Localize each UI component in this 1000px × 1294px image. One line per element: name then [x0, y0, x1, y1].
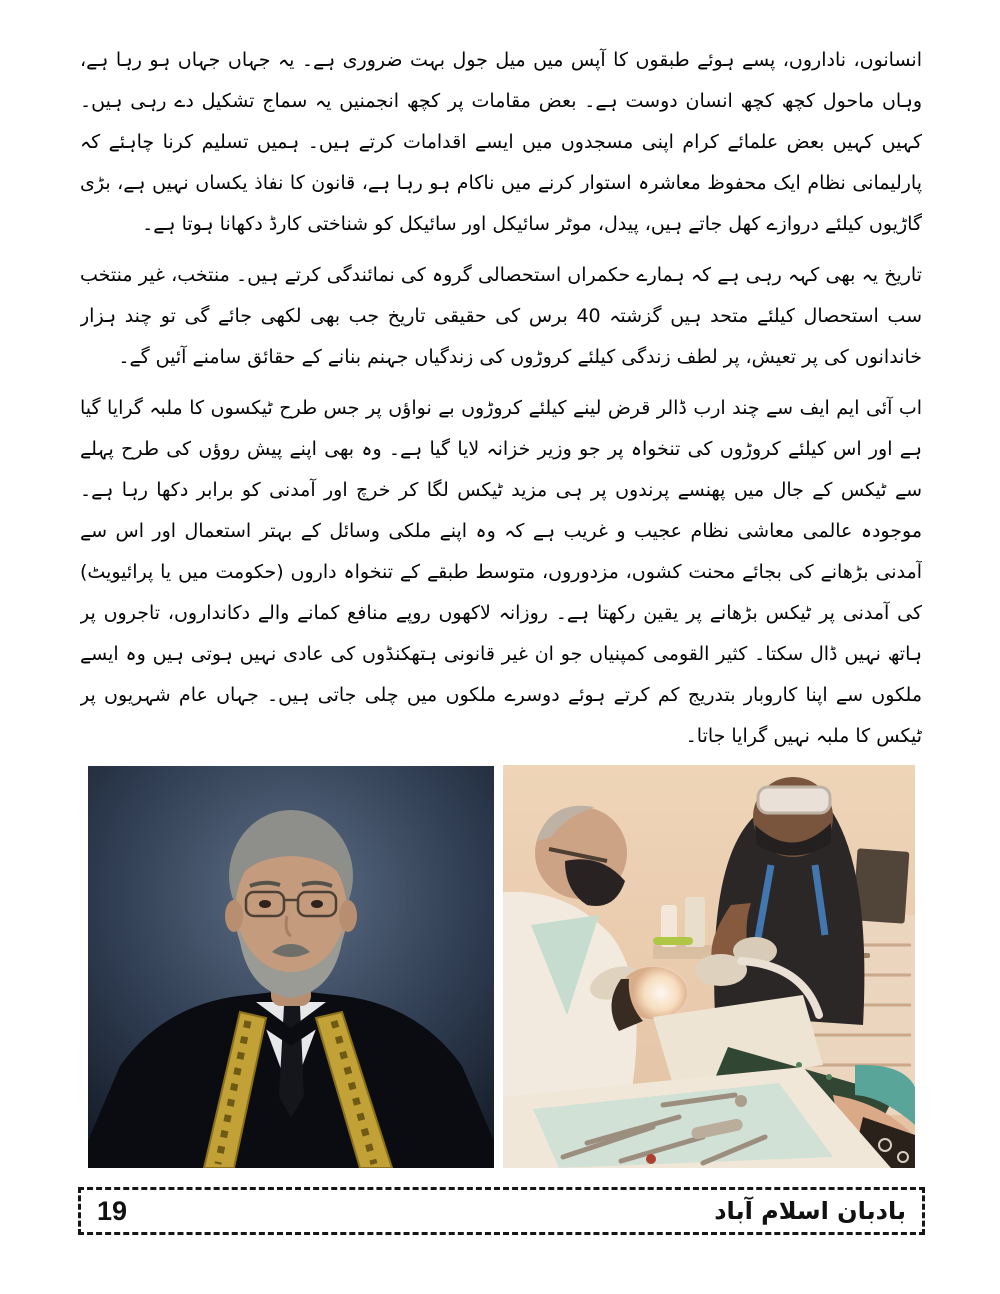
article-body: [80, 40, 922, 756]
ear-right: [339, 900, 357, 932]
paragraph-2: تاریخ یہ بھی کہہ رہی ہے کہ ہمارے حکمراں استحصالی گروہ کی نمائندگی کرتے ہیں۔ منتخب، غیر منتخب سب استحصال کیلئے متحد ہیں گزشتہ 40 برس کی حقیقی تاریخ جب بھی لکھی جائے گی تو چند ہزار خاندانوں کی پر تعیش، پر لطف زندگی کیلئے کروڑوں کی زندگیاں جہنم بنانے کے حقائق سامنے آئیں گے۔: [80, 264, 922, 368]
publication-title: بادبان اسلام آباد: [714, 1197, 906, 1225]
dental-procedure-photo: [503, 765, 915, 1168]
paragraph-3: اب آئی ایم ایف سے چند ارب ڈالر قرض لینے کیلئے کروڑوں بے نواؤں پر جس طرح ٹیکسوں کا ملبہ گرایا گیا ہے اور اس کیلئے کروڑوں کی تنخواہ پر جو وزیر خزانہ لایا گیا ہے۔ وہ بھی اپنے پیش روؤں کی طرح پہلے سے ٹیکس کے جال میں پھنسے پرندوں پر ہی مزید ٹیکس لگا کر خرچ اور آمدنی کو برابر دکھا رہا ہے۔ موجودہ عالمی معاشی نظام عجیب و غریب ہے کہ وہ اپنے ملکی وسائل کے بہتر استعمال اور اس سے آمدنی بڑھانے کی بجائے محنت کشوں، مزدوروں، متوسط طبقے کے تنخواہ داروں (حکومت میں یا پرائیویٹ) کی آمدنی پر ٹیکس بڑھانے پر یقین رکھتا ہے۔ روزانہ لاکھوں روپے منافع کمانے والے دکانداروں، تاجروں پر ہاتھ نہیں ڈال سکتا۔ کثیر القومی کمپنیاں جو ان غیر قانونی ہتھکنڈوں کی عادی نہیں ہوتی ہیں وہ ایسے ملکوں سے اپنا کاروبار بتدریج کم کرتے ہوئے دوسرے ملکوں میں چلی جاتی ہیں۔ جہاں عام شہریوں پر ٹیکس کا ملبہ نہیں گرایا جاتا۔: [80, 397, 922, 747]
eye-left: [259, 900, 271, 908]
eye-right: [311, 900, 323, 908]
paragraph-1: انسانوں، ناداروں، پسے ہوئے طبقوں کا آپس میں میل جول بہت ضروری ہے۔ یہ جہاں جہاں ہو رہا ہے، وہاں ماحول کچھ کچھ انسان دوست ہے۔ بعض مقامات پر کچھ انجمنیں یہ سماج تشکیل دے رہی ہیں۔ کہیں کہیں بعض علمائے کرام اپنی مسجدوں میں ایسے اقدامات کرتے ہیں۔ ہمیں تسلیم کرنا چاہئے کہ پارلیمانی نظام ایک محفوظ معاشرہ استوار کرنے میں ناکام ہو رہا ہے، قانون کا نفاذ یکساں نہیں ہے، بڑی گاڑیوں کیلئے دروازے کھل جاتے ہیں، پیدل، موٹر سائیکل اور سائیکل کو شناختی کارڈ دکھانا ہوتا ہے۔: [80, 49, 922, 235]
judge-portrait-photo: [88, 766, 494, 1168]
warm-tint: [503, 765, 915, 1168]
page-number: 19: [97, 1195, 128, 1226]
ear-left: [225, 900, 243, 932]
page-footer: [78, 1187, 925, 1235]
judge-portrait-graphic: [88, 766, 494, 1168]
dental-procedure-graphic: [503, 765, 915, 1168]
